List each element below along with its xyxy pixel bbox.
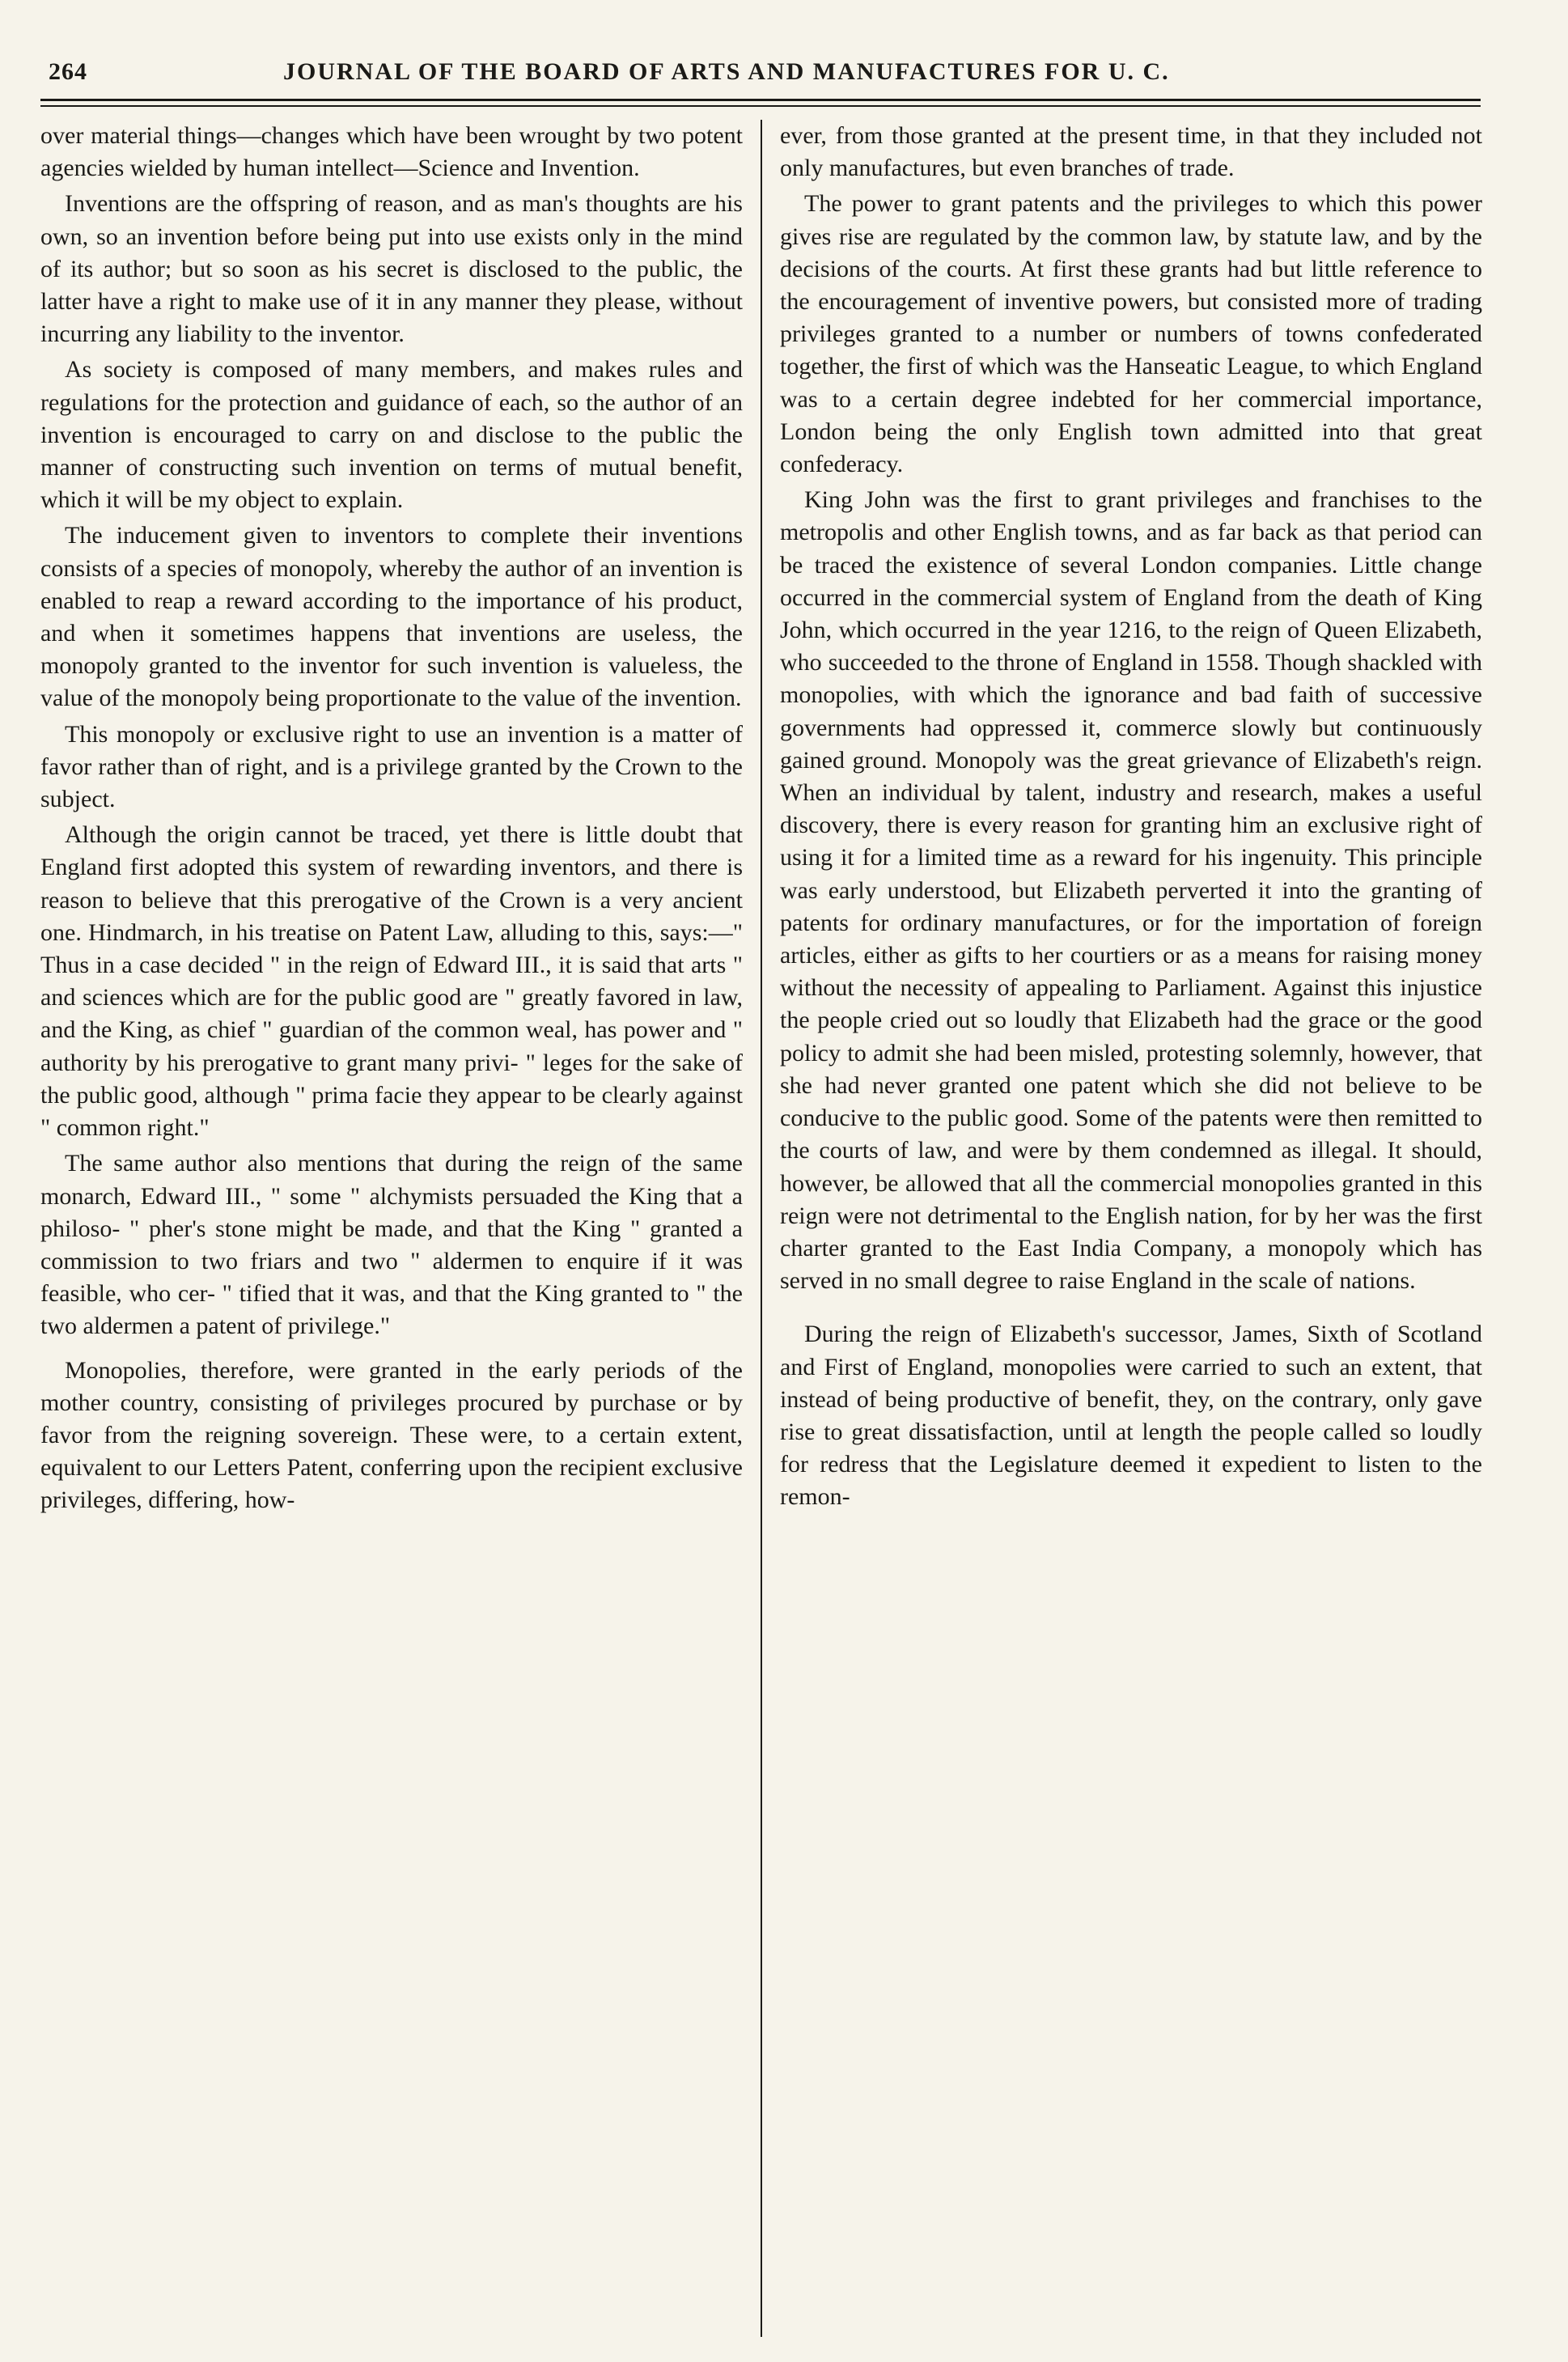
page-header — [40, 49, 1481, 105]
paragraph: As society is composed of many members, and makes rules and regulations for the protection and guidance of each, so the author of an invention is encouraged to carry on and disclose to the public the manner of constructing such invention on terms of mutual benefit, which it will be my object to explain. — [40, 356, 743, 514]
column-divider — [761, 120, 762, 2337]
paragraph: The same author also mentions that during the reign of the same monarch, Edward III., " some " alchymists persuaded the King that a philoso- " pher's stone might be made, and that the King " granted a commission to two friars and two " aldermen to enquire if it was feasible, who cer- " tified that it was, and that the King granted to " the two aldermen a patent of privilege." — [40, 1150, 743, 1340]
paragraph: ever, from those granted at the present time, in that they included not only manufactures, but even branches of trade. — [780, 122, 1482, 182]
article-body — [40, 120, 1481, 2337]
left-column — [40, 120, 743, 2337]
paragraph: During the reign of Elizabeth's successor, James, Sixth of Scotland and First of England, monopolies were carried to such an extent, that instead of being productive of benefit, they, on the contrary, only gave rise to great dissatisfaction, until at length the people called so loudly for redress that the Legislature deemed it expedient to listen to the remon- — [780, 1321, 1482, 1511]
header-rule-thin — [40, 105, 1481, 107]
paragraph: The power to grant patents and the privileges to which this power gives rise are regulated by the common law, by statute law, and by the decisions of the courts. At first these grants had but little reference to the encouragement of inventive powers, but consisted more of trading privileges granted to a number or numbers of towns confederated together, the first of which was the Hanseatic League, to which England was to a certain degree indebted for her commercial importance, London being the only English town admitted into that great confederacy. — [780, 190, 1482, 478]
paragraph: Inventions are the offspring of reason, and as man's thoughts are his own, so an invention before being put into use exists only in the mind of its author; but so soon as his secret is disclosed to the public, the latter have a right to make use of it in any manner they please, without incurring any liability to the inventor. — [40, 190, 743, 348]
header-rule-thick — [40, 99, 1481, 101]
paragraph: over material things—changes which have been wrought by two potent agencies wielded by human intellect—Science and Invention. — [40, 122, 743, 182]
right-column — [780, 120, 1482, 2337]
journal-page — [40, 49, 1482, 1514]
paragraph: King John was the first to grant privileges and franchises to the metropolis and other English towns, and as far back as that period can be traced the existence of several London companies. Little change occurred in the commercial system of England from the death of King John, which occurred in the year 1216, to the reign of Queen Elizabeth, who succeeded to the throne of England in 1558. Though shackled with monopolies, with which the ignorance and bad faith of successive governments had oppressed it, commerce slowly but continuously gained ground. Monopoly was the great grievance of Elizabeth's reign. When an individual by talent, industry and research, makes a useful discovery, there is every reason for granting him an exclusive right of using it for a limited time as a reward for his ingenuity. This principle was early understood, but Elizabeth perverted it into the granting of patents for ordinary manufactures, or for the importation of foreign articles, either as gifts to her courtiers or as a means for raising money without the necessity of appealing to Parliament. Against this injustice the people cried out so loudly that Elizabeth had the grace or the good policy to admit she had been misled, protesting solemnly, however, that she had never granted one patent which she did not believe to be conducive to the public good. Some of the patents were then remitted to the courts of law, and were by them condemned as illegal. It should, however, be allowed that all the commercial monopolies granted in this reign were not detrimental to the English nation, for by her was the first charter granted to the East India Company, a monopoly which has served in no small degree to raise England in the scale of nations. — [780, 486, 1482, 1295]
paragraph: Monopolies, therefore, were granted in the early periods of the mother country, consisting of privileges procured by purchase or by favor from the reigning sovereign. These were, to a certain extent, equivalent to our Letters Patent, conferring upon the recipient exclusive privileges, differing, how- — [40, 1356, 743, 1514]
page-number: 264 — [49, 58, 87, 85]
paragraph: The inducement given to inventors to complete their inventions consists of a species of monopoly, whereby the author of an invention is enabled to reap a reward according to the importance of his product, and when it sometimes happens that inventions are useless, the monopoly granted to the inventor for such invention is valueless, the value of the monopoly being proportionate to the value of the invention. — [40, 522, 743, 712]
paragraph: This monopoly or exclusive right to use an invention is a matter of favor rather than of right, and is a privilege granted by the Crown to the subject. — [40, 720, 743, 813]
paragraph: Although the origin cannot be traced, yet there is little doubt that England first adopted this system of rewarding inventors, and there is reason to believe that this prerogative of the Crown is a very ancient one. Hindmarch, in his treatise on Patent Law, alluding to this, says:—" Thus in a case decided " in the reign of Edward III., it is said that arts " and sciences which are for the public good are " greatly favored in law, and the King, as chief " guardian of the common weal, has power and " authority by his prerogative to grant many privi- " leges for the sake of the public good, although " prima facie they appear to be clearly against " common right." — [40, 821, 743, 1142]
running-head: JOURNAL OF THE BOARD OF ARTS AND MANUFACTURES FOR U. C. — [283, 58, 1170, 85]
